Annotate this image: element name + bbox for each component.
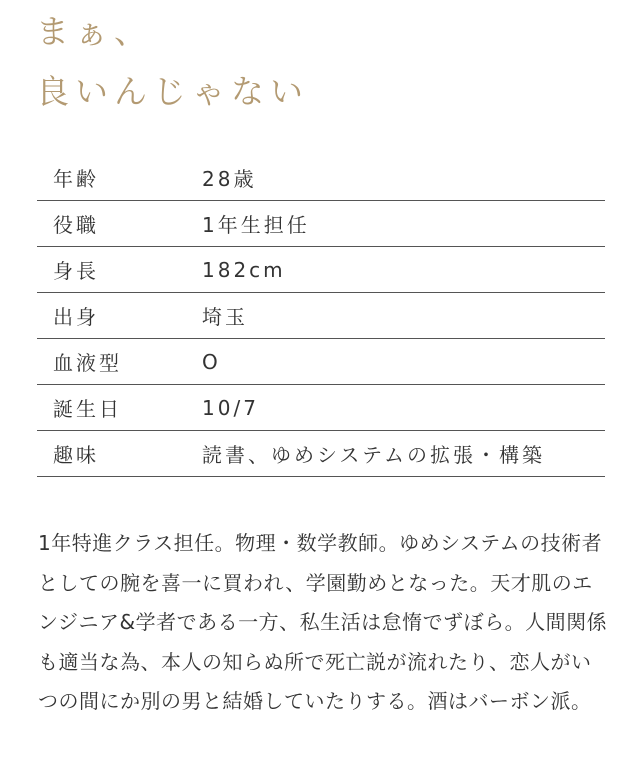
profile-table bbox=[37, 155, 605, 477]
profile-value: 1年生担任 bbox=[202, 213, 310, 237]
profile-value: 28歳 bbox=[202, 167, 257, 191]
profile-label: 趣味 bbox=[53, 443, 99, 467]
character-bio: 1年特進クラス担任。物理・数学教師。ゆめシステムの技術者としての腕を喜一に買われ、学園勤めとなった。天才肌のエンジニア&学者である一方、私生活は怠惰でずぼら。人間関係も適当な為、本人の知らぬ所で死亡説が流れたり、恋人がいつの間にか別の男と結婚していたりする。酒はバーボン派。 bbox=[38, 531, 608, 713]
profile-label: 出身 bbox=[53, 305, 99, 329]
profile-value: 182cm bbox=[202, 257, 286, 282]
profile-row-height bbox=[37, 247, 605, 293]
profile-label: 年齢 bbox=[53, 167, 99, 191]
profile-row-hometown bbox=[37, 293, 605, 339]
profile-label: 血液型 bbox=[53, 351, 122, 375]
catchphrase bbox=[36, 2, 309, 122]
profile-label: 身長 bbox=[53, 259, 99, 283]
profile-value: 10/7 bbox=[202, 395, 259, 420]
profile-row-birthday bbox=[37, 385, 605, 431]
profile-value: 埼玉 bbox=[202, 305, 248, 329]
profile-label: 役職 bbox=[53, 213, 99, 237]
profile-value: 読書、ゆめシステムの拡張・構築 bbox=[202, 443, 545, 467]
profile-row-age bbox=[37, 155, 605, 201]
catchphrase-line-1: まぁ、 bbox=[36, 12, 153, 51]
profile-row-position bbox=[37, 201, 605, 247]
profile-value: O bbox=[202, 349, 221, 374]
catchphrase-line-2: 良いんじゃない bbox=[36, 72, 309, 111]
profile-row-blood-type bbox=[37, 339, 605, 385]
profile-label: 誕生日 bbox=[53, 397, 122, 421]
profile-row-hobby bbox=[37, 431, 605, 477]
